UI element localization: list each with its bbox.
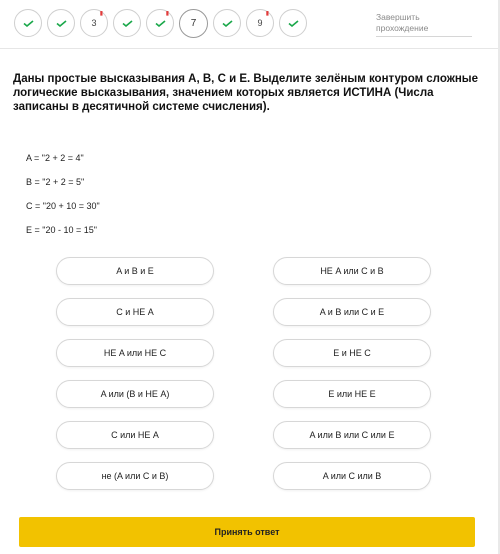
- step-number: 3: [91, 18, 97, 28]
- step-8[interactable]: [213, 9, 241, 37]
- statement-c: C = "20 + 10 = 30": [26, 201, 100, 211]
- option-button[interactable]: НЕ A или C и B: [273, 257, 431, 285]
- option-button[interactable]: A и B или C и E: [273, 298, 431, 326]
- option-button[interactable]: E или НЕ E: [273, 380, 431, 408]
- divider: [376, 36, 472, 37]
- question-steps: [14, 8, 312, 38]
- progress-bar: [0, 0, 500, 49]
- step-2[interactable]: [47, 9, 75, 37]
- step-7-current[interactable]: [179, 9, 208, 38]
- question-text: Даны простые высказывания A, B, C и E. Выделите зелёным контуром сложные логические высказывания, значением которых является ИСТИНА (Числа записаны в десятичной системе счисления).: [13, 73, 479, 113]
- step-10[interactable]: [279, 9, 307, 37]
- check-icon: [23, 20, 34, 27]
- submit-answer-button[interactable]: Принять ответ: [19, 517, 475, 547]
- step-3[interactable]: [80, 9, 108, 37]
- check-icon: [222, 20, 233, 27]
- option-button[interactable]: не (A или C и B): [56, 462, 214, 490]
- option-button[interactable]: A или C или B: [273, 462, 431, 490]
- option-button[interactable]: A или (B и НЕ A): [56, 380, 214, 408]
- check-icon: [122, 20, 133, 27]
- flag-icon: ▮: [99, 11, 103, 17]
- check-icon: [155, 20, 166, 27]
- statement-b: B = "2 + 2 = 5": [26, 177, 85, 187]
- step-1[interactable]: [14, 9, 42, 37]
- check-icon: [288, 20, 299, 27]
- step-9[interactable]: [246, 9, 274, 37]
- option-button[interactable]: A или B или C или E: [273, 421, 431, 449]
- step-number: 9: [257, 18, 263, 28]
- flag-icon: ▮: [165, 11, 169, 17]
- statement-e: E = "20 - 10 = 15": [26, 225, 97, 235]
- option-button[interactable]: C и НЕ A: [56, 298, 214, 326]
- step-number: 7: [190, 17, 197, 29]
- finish-attempt-link[interactable]: Завершить прохождение: [376, 12, 429, 33]
- flag-icon: ▮: [265, 11, 269, 17]
- statement-a: A = "2 + 2 = 4": [26, 153, 84, 163]
- step-5[interactable]: [146, 9, 174, 37]
- step-4[interactable]: [113, 9, 141, 37]
- option-button[interactable]: E и НЕ C: [273, 339, 431, 367]
- option-button[interactable]: C или НЕ A: [56, 421, 214, 449]
- option-button[interactable]: A и B и E: [56, 257, 214, 285]
- statements-list: [26, 152, 100, 248]
- check-icon: [56, 20, 67, 27]
- option-button[interactable]: НЕ A или НЕ C: [56, 339, 214, 367]
